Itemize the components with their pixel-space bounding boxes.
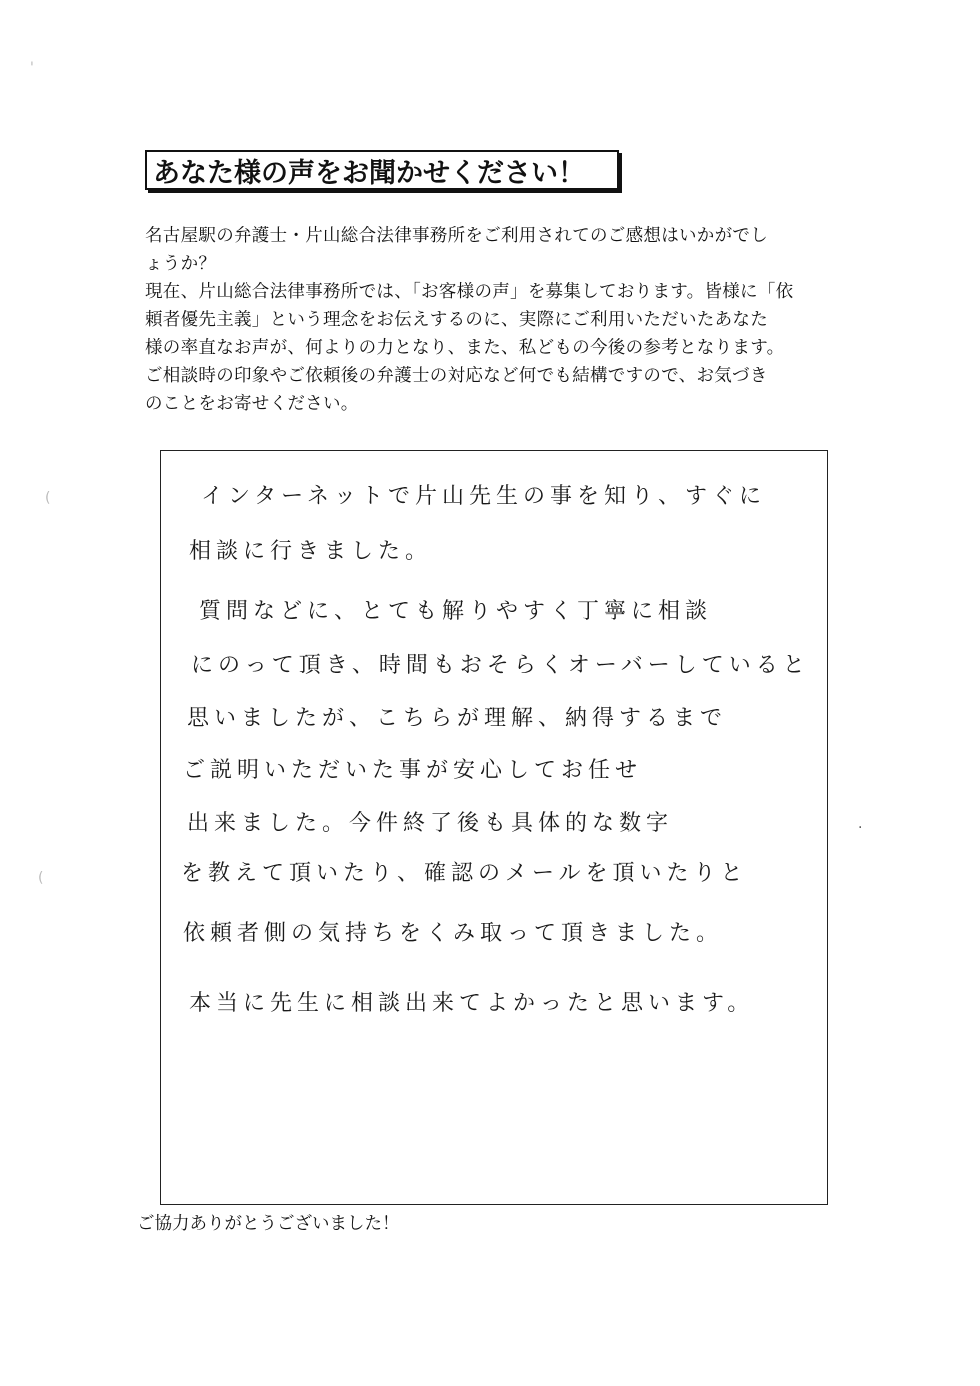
handwritten-line: 思いましたが、こちらが理解、納得するまで bbox=[187, 706, 728, 731]
intro-text bbox=[145, 222, 845, 418]
intro-line: ょうか？ bbox=[145, 254, 217, 274]
handwritten-line: インターネットで片山先生の事を知り、すぐに bbox=[201, 484, 767, 509]
intro-line: 様の率直なお声が、何よりの力となり、また、私どもの今後の参考となります。 bbox=[145, 338, 785, 358]
handwritten-line: 出来ました。今件終了後も具体的な数字 bbox=[187, 811, 674, 836]
scan-speck: · bbox=[858, 820, 863, 836]
intro-line: 頼者優先主義」という理念をお伝えするのに、実際にご利用いただいたあなた bbox=[145, 310, 768, 330]
handwritten-line: 質問などに、とても解りやすく丁寧に相談 bbox=[199, 599, 713, 624]
intro-line: のことをお寄せください。 bbox=[145, 394, 359, 414]
handwritten-line: 相談に行きました。 bbox=[189, 539, 433, 564]
handwritten-line: 本当に先生に相談出来てよかったと思います。 bbox=[189, 991, 755, 1016]
intro-line: 名古屋駅の弁護士・片山総合法律事務所をご利用されてのご感想はいかがでし bbox=[145, 226, 768, 246]
handwritten-line: を教えて頂いたり、確認のメールを頂いたりと bbox=[181, 861, 748, 886]
handwritten-line: 依頼者側の気持ちをくみ取って頂きました。 bbox=[183, 921, 724, 946]
handwritten-line: にのって頂き、時間もおそらくオーバーしていると bbox=[191, 653, 810, 678]
form-title-box bbox=[145, 150, 619, 190]
closing-message: ご協力ありがとうございました！ bbox=[137, 1214, 400, 1234]
form-title: あなた様の声をお聞かせください！ bbox=[153, 157, 585, 189]
handwritten-line: ご説明いただいた事が安心してお任せ bbox=[183, 758, 643, 783]
scan-speck: ( bbox=[45, 490, 51, 506]
scan-speck: ' bbox=[30, 60, 34, 76]
scan-speck: ( bbox=[38, 870, 44, 886]
intro-line: ご相談時の印象やご依頼後の弁護士の対応など何でも結構ですので、お気づき bbox=[145, 366, 768, 386]
handwritten-answer-box bbox=[160, 450, 828, 1205]
intro-line: 現在、片山総合法律事務所では、「お客様の声」を募集しております。皆様に「依 bbox=[145, 282, 794, 302]
